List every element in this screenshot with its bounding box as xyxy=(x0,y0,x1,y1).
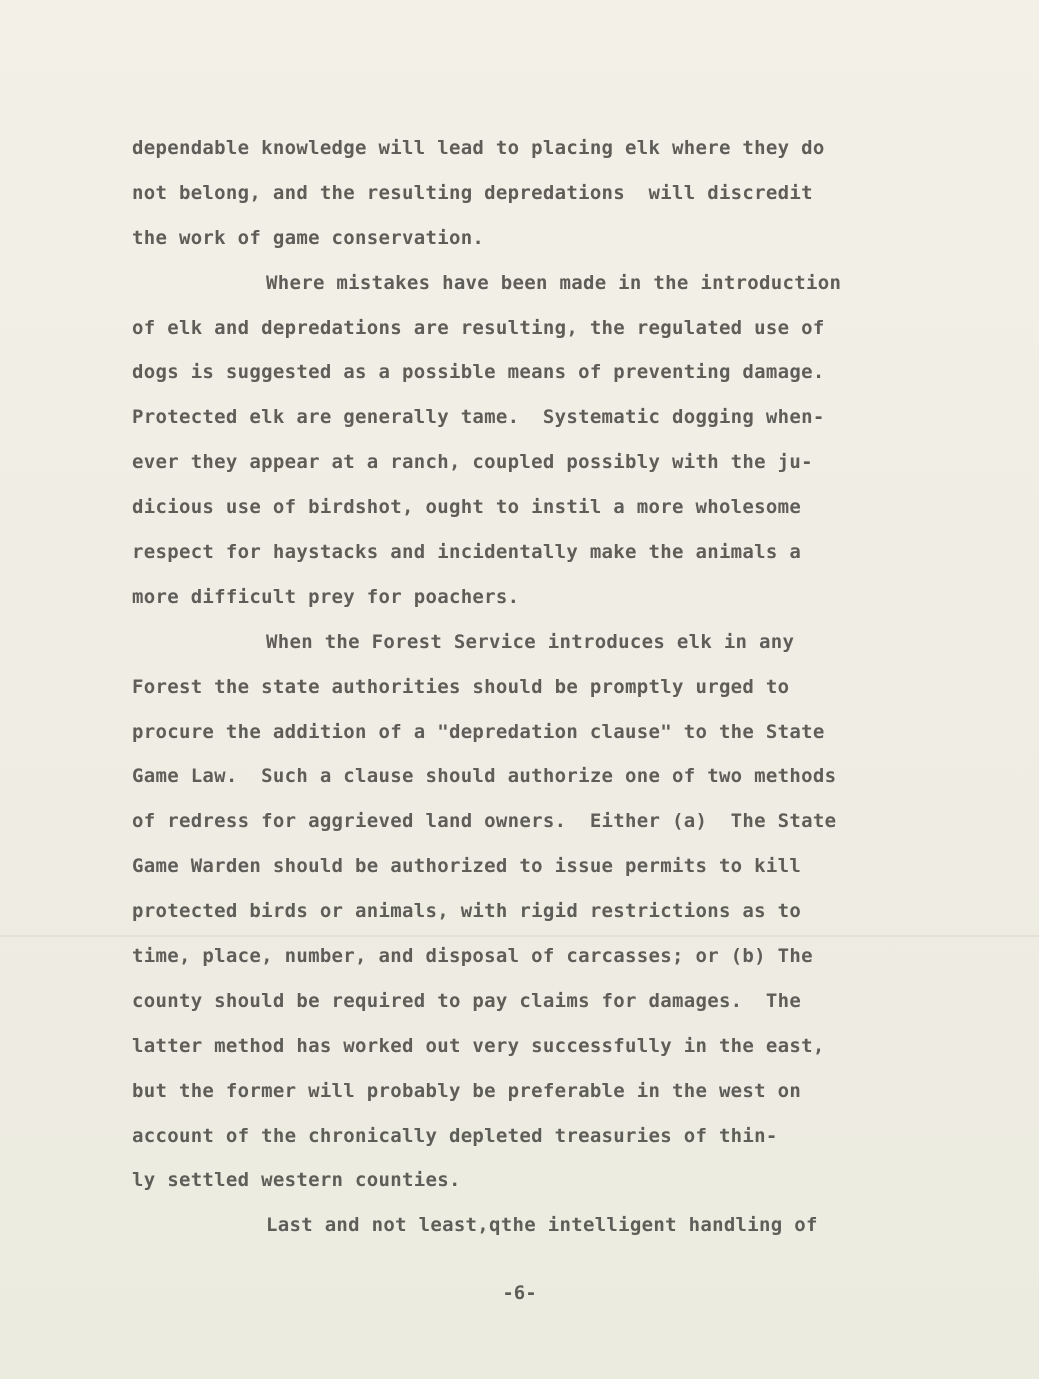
text-line: Game Warden should be authorized to issue permits to kill xyxy=(132,855,802,878)
text-line: of redress for aggrieved land owners. Either (a) The State xyxy=(132,810,837,833)
text-line: account of the chronically depleted treasuries of thin- xyxy=(132,1124,778,1147)
text-line: protected birds or animals, with rigid restrictions as to xyxy=(132,900,802,923)
paragraph-start-line: Last and not least,qthe intelligent handling of xyxy=(266,1214,818,1237)
paragraph-start-line: Where mistakes have been made in the introduction xyxy=(266,271,842,294)
text-line: dogs is suggested as a possible means of preventing damage. xyxy=(132,361,825,384)
paragraph-start-line: When the Forest Service introduces elk in any xyxy=(266,630,795,653)
text-line: of elk and depredations are resulting, the regulated use of xyxy=(132,316,825,339)
text-line: dicious use of birdshot, ought to instil a more wholesome xyxy=(132,496,802,519)
text-line: ever they appear at a ranch, coupled possibly with the ju- xyxy=(132,451,813,474)
text-line: Protected elk are generally tame. Systematic dogging when- xyxy=(132,406,825,429)
text-line: Forest the state authorities should be promptly urged to xyxy=(132,675,790,698)
text-line: time, place, number, and disposal of carcasses; or (b) The xyxy=(132,945,813,968)
text-line: not belong, and the resulting depredations will discredit xyxy=(132,181,813,204)
typed-text-body xyxy=(132,126,932,1248)
text-line: the work of game conservation. xyxy=(132,226,485,249)
text-line: but the former will probably be preferable in the west on xyxy=(132,1079,802,1102)
text-line: dependable knowledge will lead to placing elk where they do xyxy=(132,137,825,159)
text-line: latter method has worked out very successfully in the east, xyxy=(132,1034,825,1057)
text-line: Game Law. Such a clause should authorize one of two methods xyxy=(132,765,837,788)
text-line: more difficult prey for poachers. xyxy=(132,585,520,608)
text-line: respect for haystacks and incidentally make the animals a xyxy=(132,541,802,564)
text-line: ly settled western counties. xyxy=(132,1169,461,1192)
text-line: procure the addition of a "depredation clause" to the State xyxy=(132,720,825,743)
text-line: county should be required to pay claims for damages. The xyxy=(132,989,802,1012)
page-number: -6- xyxy=(502,1282,537,1304)
